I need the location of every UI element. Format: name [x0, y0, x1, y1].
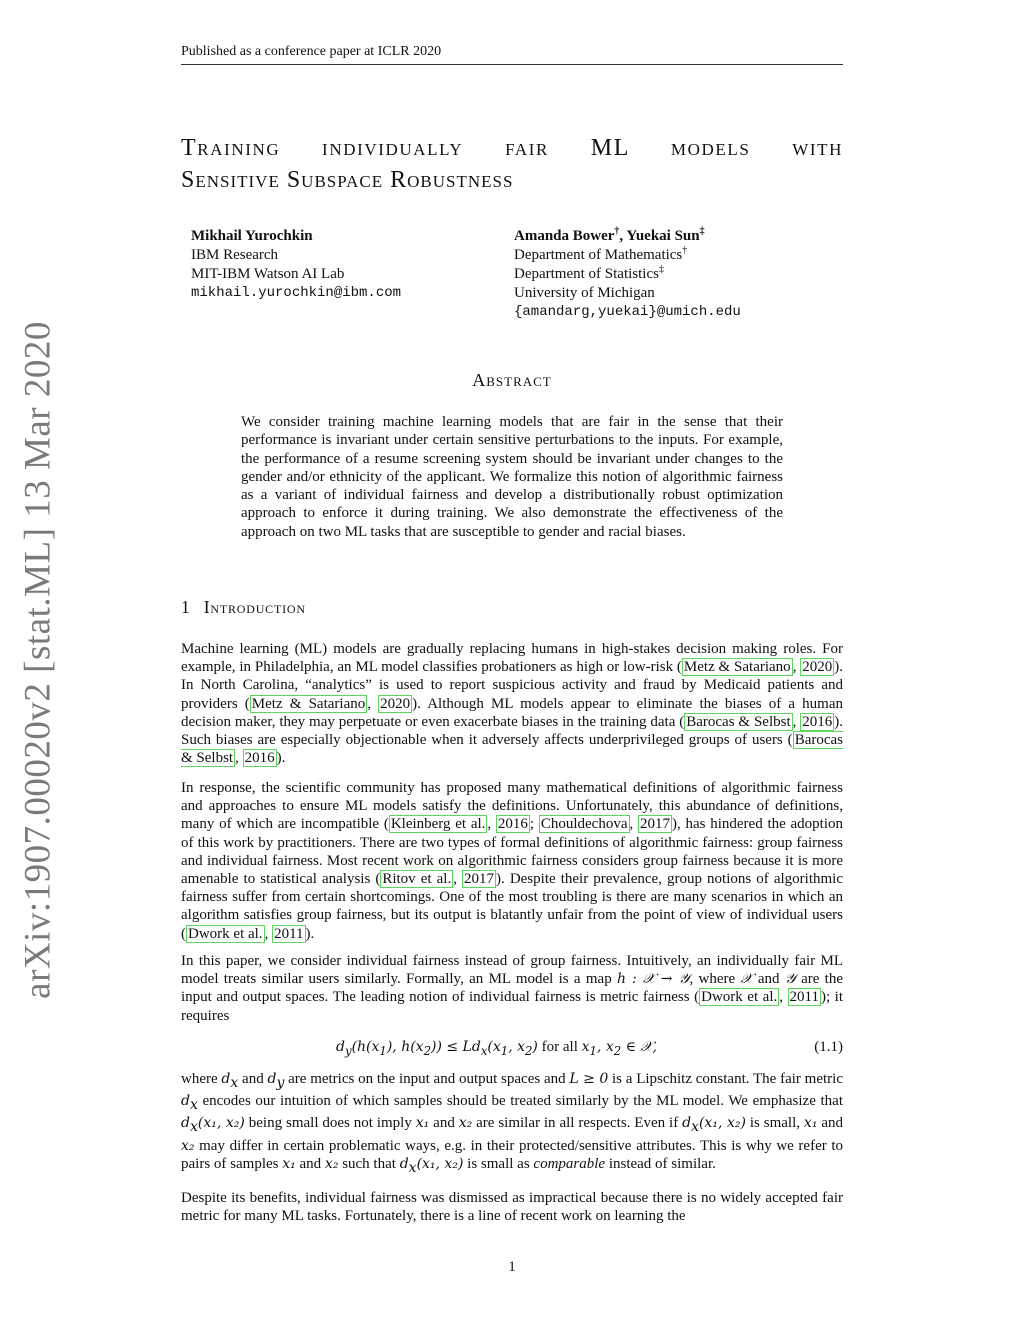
citation-link[interactable]: 2011 — [789, 989, 819, 1006]
citation-link[interactable]: 2016 — [244, 750, 275, 767]
equation-body: $d_y(h(x_1)$, $h(x_2)) \le Ld_x(x_1$, $x_2$) for all $x_1$, $x_2$ ∈ 𝒳, — [336, 1039, 657, 1058]
citation-link[interactable]: 2016 — [497, 816, 528, 833]
citation-link[interactable]: Ritov et al. — [382, 871, 452, 888]
equation-number: (1.1) — [814, 1039, 843, 1055]
citation-link[interactable]: Barocas & Selbst — [181, 732, 843, 767]
author-affiliation: University of Michigan — [514, 285, 655, 301]
citation-link[interactable]: 2020 — [802, 659, 833, 676]
arxiv-stamp[interactable]: arXiv:1907.00020v2 [stat.ML] 13 Mar 2020 — [17, 321, 59, 999]
citation-link[interactable]: Dwork et al. — [701, 989, 778, 1006]
page-header: Published as a conference paper at ICLR 2020 — [181, 44, 843, 65]
author-affiliation: Department of Mathematics† — [514, 245, 688, 263]
citation-link[interactable]: Metz & Satariano — [251, 695, 366, 712]
citation-link[interactable]: 2016 — [802, 713, 833, 730]
math-inline: 𝒴 — [784, 971, 796, 988]
citation-link[interactable]: 2017 — [640, 816, 670, 833]
citation-link[interactable]: 2011 — [274, 925, 304, 942]
paragraph-intro-2: In response, the scientific community has proposed many mathematical definitions of algorithmic fairness and approaches to ensure ML models satisfy the definitions. Unfortunately, this abundance of definitions, many of which are incompatible ( Kleinberg et al. , 2016 ; Chouldechova , 2017 ), has hindered the adoption of this work by practitioners. There are two types of formal definitions of algorithmic fairness: group fairness and individual fairness. Most recent work on algorithmic fairness considers group fairness because it is more amenable to statistical analysis ( Ritov et al. , 2017 ). Despite their prevalence, group notions of algorithmic fairness suffer from certain shortcomings. One of the most troubling is there are many scenarios in which an algorithm satisfies group fairness, but its output is blatantly unfair from the point of view of individual users ( Dwork et al. , 2011 ). — [181, 780, 844, 942]
citation-link[interactable]: Barocas & Selbst — [686, 713, 791, 730]
paragraph-intro-4: where $d_x$ and $d_y$ are metrics on the input and output spaces and L ≥ 0 is a Lipschitz constant. The fair metric $d_x$ encodes our intuition of which samples should be treated similarly by the ML model. We emphasize that $d_x(x_1$, x₂) being small does not imply x₁ and x₂ are similar in all respects. Even if $d_x(x_1$, x₂) is small, x₁ and x₂ may differ in certain problematic ways, e.g. in their protected/sensitive attributes. This is why we refer to pairs of samples x₁ and x₂ such that $d_x(x_1$, x₂) is small as comparable instead of similar. — [181, 1071, 843, 1176]
citation-link[interactable]: 2017 — [464, 871, 495, 888]
math-inline: 𝒳 — [740, 971, 753, 988]
author-affiliation: MIT-IBM Watson AI Lab — [191, 266, 345, 282]
title-line-1: Training individually fair ML models with — [181, 135, 843, 161]
citation-link[interactable]: Metz & Satariano — [683, 659, 791, 676]
section-heading — [181, 597, 306, 618]
citation-link[interactable]: 2020 — [380, 695, 411, 712]
author-name: Mikhail Yurochkin — [191, 228, 313, 244]
citation-link[interactable]: Chouldechova — [540, 816, 628, 833]
title-line-2: Sensitive Subspace Robustness — [181, 167, 514, 193]
author-block-left — [191, 227, 401, 303]
author-email[interactable]: {amandarg,yuekai}@umich.edu — [514, 304, 741, 320]
paragraph-intro-1: Machine learning (ML) models are gradually replacing humans in high-stakes decision making roles. For example, in Philadelphia, an ML model classifies probationers as high or low-risk ( Metz & Satariano , 2020 ). In North Carolina, “analytics” is used to report suspicious activity and fraud by Medicaid patients and providers ( Metz & Satariano , 2020 ). Although ML models appear to eliminate the biases of a human decision maker, they may perpetuate or even exacerbate biases in the training data ( Barocas & Selbst , 2016 ). Such biases are especially objectionable when it adversely affects underprivileged groups of users ( Barocas & Selbst , 2016 ). — [181, 641, 844, 767]
page-number: 1 — [508, 1259, 516, 1275]
citation-link[interactable]: Kleinberg et al. — [390, 816, 486, 833]
abstract-body: We consider training machine learning models that are fair in the sense that their performance is invariant under certain sensitive perturbations to the inputs. For example, the performance of a resume screening system should be invariant under changes to the gender and/or ethnicity of the applicant. We formalize this notion of algorithmic fairness as a variant of individual fairness and develop a distributionally robust optimization approach to enforce it during training. We also demonstrate the effectiveness of the approach on two ML tasks that are susceptible to gender and racial biases. — [241, 414, 783, 540]
author-block-right — [514, 227, 741, 322]
paper-title — [181, 132, 843, 196]
author-email[interactable]: mikhail.yurochkin@ibm.com — [191, 285, 402, 301]
author-affiliation: Department of Statistics‡ — [514, 264, 664, 282]
math-inline: h : 𝒳 → 𝒴 — [617, 971, 690, 988]
section-title: Introduction — [203, 597, 306, 617]
paragraph-intro-5: Despite its benefits, individual fairness was dismissed as impractical because there is no widely accepted fair metric for many ML tasks. Fortunately, there is a line of recent work on learning the — [181, 1190, 843, 1225]
citation-link[interactable]: Dwork et al. — [188, 925, 263, 942]
paragraph-intro-3: In this paper, we consider individual fairness instead of group fairness. Intuitively, an individually fair ML model treats similar users similarly. Formally, an ML model is a map h : 𝒳 → 𝒴, where 𝒳 and 𝒴 are the input and output spaces. The leading notion of individual fairness is metric fairness ( Dwork et al. , 2011 ); it requires — [181, 953, 844, 1024]
author-names: Amanda Bower†, Yuekai Sun‡ — [514, 226, 705, 244]
author-affiliation: IBM Research — [191, 247, 279, 263]
section-number: 1 — [181, 597, 190, 617]
abstract-heading: Abstract — [472, 370, 552, 390]
